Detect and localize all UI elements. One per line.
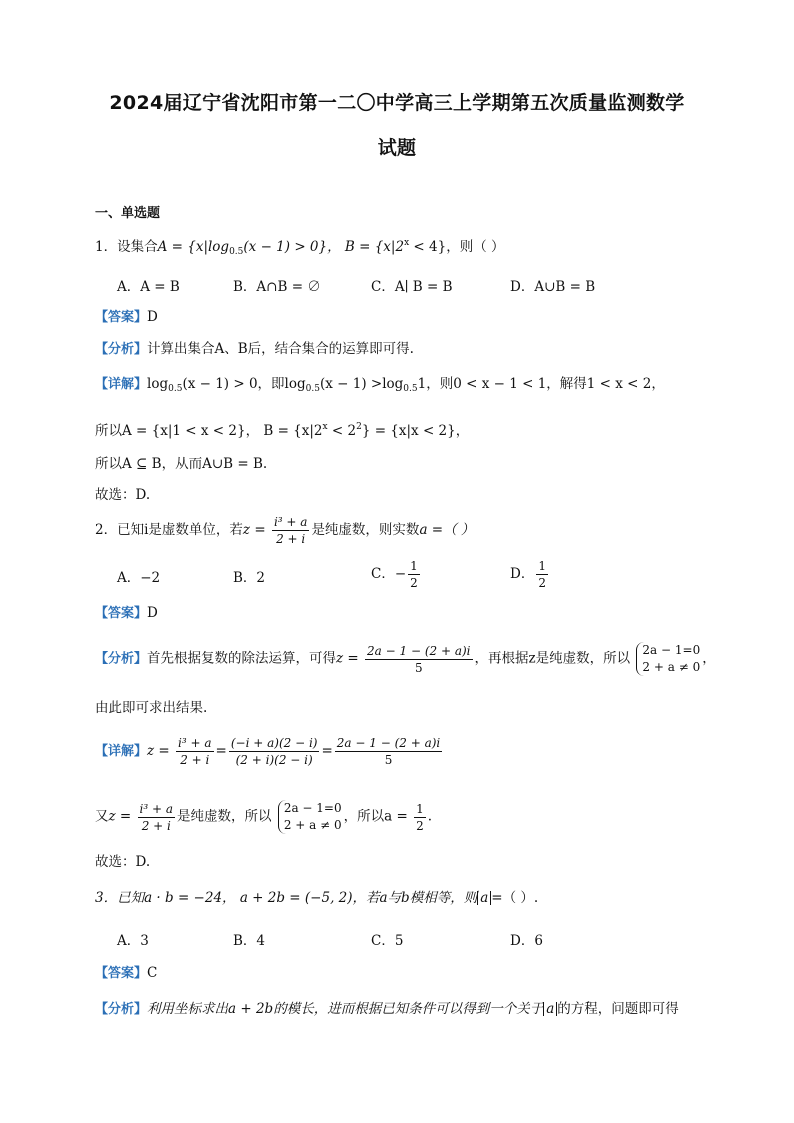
q3-stem: 3．已知a · b = −24， a + 2b = (−5, 2)，若a与b模相等，则 a =（ ）. (95, 890, 539, 906)
document-title-line2: 试题 (377, 137, 417, 159)
q2-analysis: 【分析】首先根据复数的除法运算，可得z = $\frac{2a - 1 - (2 + a)i}{5}$ ，再根据z是纯虚数，所以 2a − 1=0 2 + a ≠ 0 ， (95, 643, 716, 675)
q1-stem: 1．设集合$A = \{x|\log_{0.5}(x - 1) > 0\}$， $B = \{x|2^x < 4\}$，则（ ） (95, 238, 505, 257)
q1-option-c: C．A∣ B = B (371, 279, 453, 295)
q3-answer: 【答案】C (95, 965, 158, 981)
q2-option-c: C．− $\frac{1}{2}$ (371, 559, 418, 590)
q3-option-c: C．5 (371, 933, 404, 949)
q2-detail-cont: 又z = $\frac{\text{i³ + a}}{2 + i}$ 是纯虚数，所以 2a − 1=0 2 + a ≠ 0 ，所以a = $\frac{1}{2}$ . (95, 801, 432, 833)
q1-choice: 故选：D. (95, 487, 151, 503)
q2-fraction: $\frac{\text{i³ + a}}{2 + i}$ (273, 515, 308, 546)
q2-option-a: A．−2 (117, 570, 161, 586)
q2-option-b: B．2 (233, 570, 266, 586)
q3-option-d: D．6 (510, 933, 543, 949)
q3-analysis: 【分析】利用坐标求出a + 2b的模长，进而根据已知条件可以得到一个关于 a 的方程，问题即可得 (95, 1001, 679, 1017)
q2-option-d: D． $\frac{1}{2}$ (510, 559, 546, 590)
q3-option-b: B．4 (233, 933, 266, 949)
q3-option-a: A．3 (117, 933, 149, 949)
q1-option-a: A．A = B (117, 279, 180, 295)
q1-detail-line3: 所以A ⊆ B，从而A∪B = B. (95, 456, 268, 472)
document-title-line1: 2024届辽宁省沈阳市第一二〇中学高三上学期第五次质量监测数学 (109, 92, 685, 114)
q1-detail-line1: 【详解】$\log_{0.5}(x - 1) > 0$，即$\log_{0.5}(x - 1) >\log_{0.5}1$，则0 < x − 1 < 1，解得1 < x < 2， (95, 376, 665, 394)
q2-analysis-system: 2a − 1=0 2 + a ≠ 0 (636, 642, 700, 676)
q1-option-d: D．A∪B = B (510, 279, 596, 295)
q1-analysis: 【分析】计算出集合A、B后，结合集合的运算即可得. (95, 341, 414, 357)
q2-answer: 【答案】D (95, 605, 158, 621)
q1-option-b: B．A∩B = ∅ (233, 279, 321, 295)
q1-answer: 【答案】D (95, 309, 158, 325)
q2-analysis-cont: 由此即可求出结果. (95, 700, 208, 716)
q1-detail-line2: 所以A = {x|1 < x < 2}， $B = \{x|2^x < 2^2\} = \{x|x < 2\}$， (95, 422, 470, 439)
section-heading: 一、单选题 (95, 206, 161, 221)
q2-detail: 【详解】z = $\frac{\text{i³ + a}}{2 + i}$ = $\frac{(-i + a)(2 - i)}{(2 + i)(2 - i)}$ = $\frac{2a - 1 - (2 + a)i}{5}$ (95, 736, 441, 767)
q2-choice: 故选：D. (95, 854, 151, 870)
q2-stem: 2．已知i是虚数单位，若z = $\frac{\text{i³ + a}}{2 + i}$ 是纯虚数，则实数a =（ ） (95, 515, 475, 546)
